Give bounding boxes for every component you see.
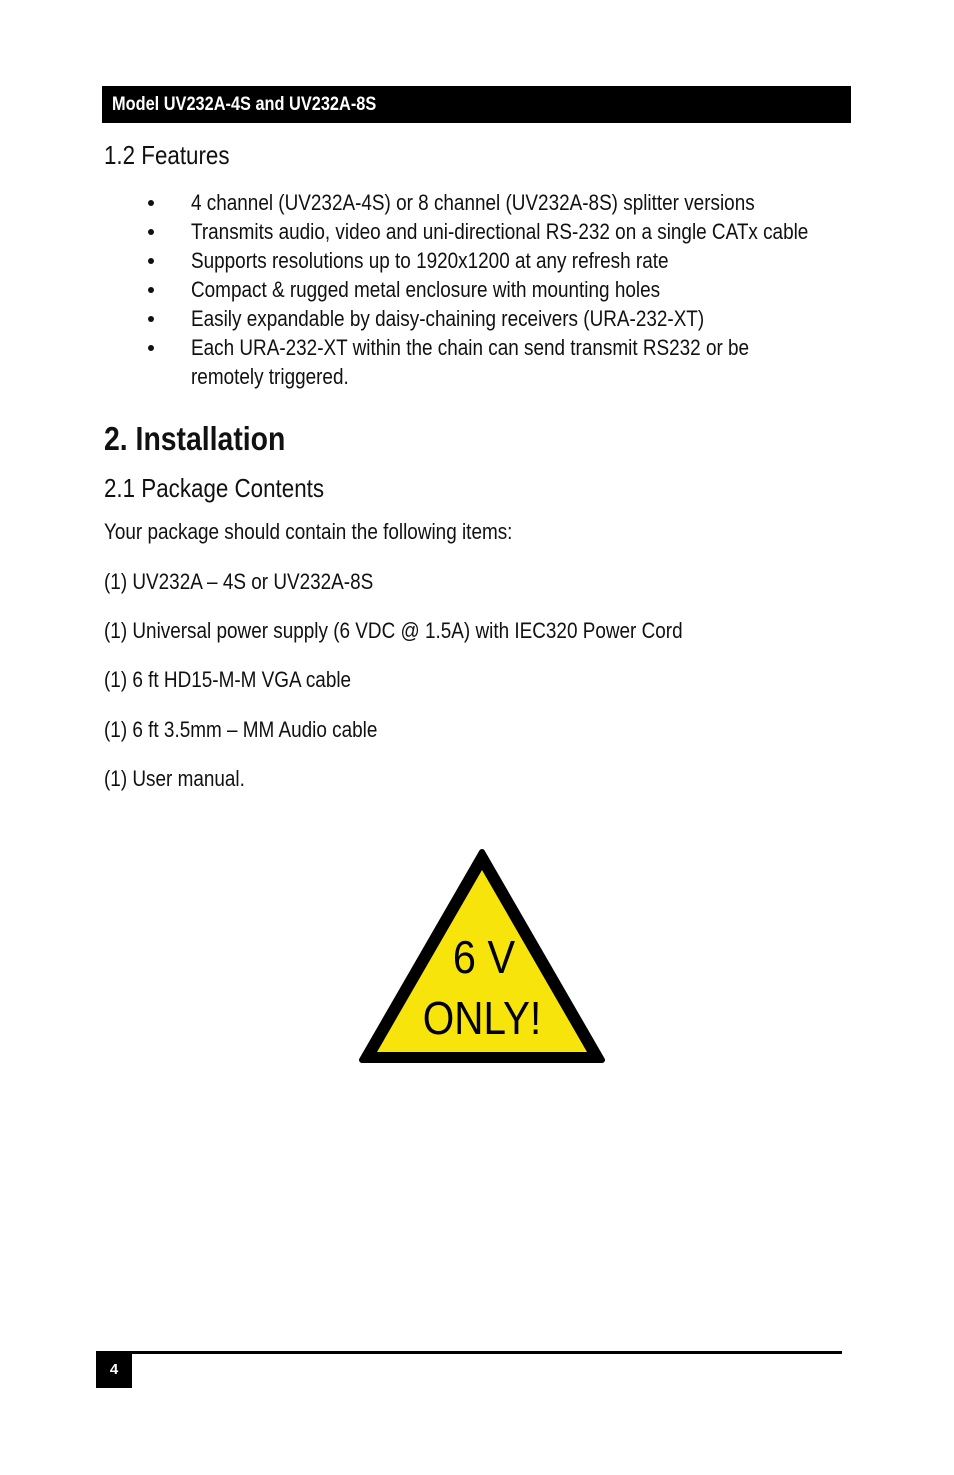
list-item: Supports resolutions up to 1920x1200 at any refresh rate [148, 246, 858, 275]
package-item: (1) 6 ft 3.5mm – MM Audio cable [104, 717, 378, 742]
package-item: (1) 6 ft HD15-M-M VGA cable [104, 667, 352, 692]
features-heading: 1.2 Features [104, 140, 230, 170]
list-item: Transmits audio, video and uni-directional RS-232 on a single CATx cable [148, 217, 858, 246]
footer-rule [132, 1351, 842, 1354]
list-item: Easily expandable by daisy-chaining receivers (URA-232-XT) [148, 304, 858, 333]
package-item: (1) UV232A – 4S or UV232A-8S [104, 569, 374, 594]
bullet-icon [148, 316, 154, 322]
features-list [148, 188, 858, 391]
header-bar [102, 86, 851, 123]
package-item: (1) User manual. [104, 766, 245, 791]
warning-line-1: 6 V [452, 932, 516, 984]
list-item: Compact & rugged metal enclosure with mounting holes [148, 275, 858, 304]
bullet-icon [148, 200, 154, 206]
bullet-icon [148, 258, 154, 264]
list-item: Each URA-232-XT within the chain can send transmit RS232 or be remotely triggered. [148, 333, 858, 391]
list-item: 4 channel (UV232A-4S) or 8 channel (UV232A-8S) splitter versions [148, 188, 858, 217]
bullet-icon [148, 345, 154, 351]
warning-line-2: ONLY! [422, 993, 542, 1045]
bullet-icon [148, 287, 154, 293]
package-contents-heading: 2.1 Package Contents [104, 473, 325, 503]
warning-triangle-icon [356, 846, 608, 1068]
bullet-icon [148, 229, 154, 235]
page-number: 4 [96, 1351, 132, 1388]
header-title: Model UV232A-4S and UV232A-8S [112, 94, 377, 115]
package-item: (1) Universal power supply (6 VDC @ 1.5A) with IEC320 Power Cord [104, 618, 683, 643]
installation-heading: 2. Installation [104, 420, 286, 457]
package-intro: Your package should contain the following items: [104, 519, 513, 544]
